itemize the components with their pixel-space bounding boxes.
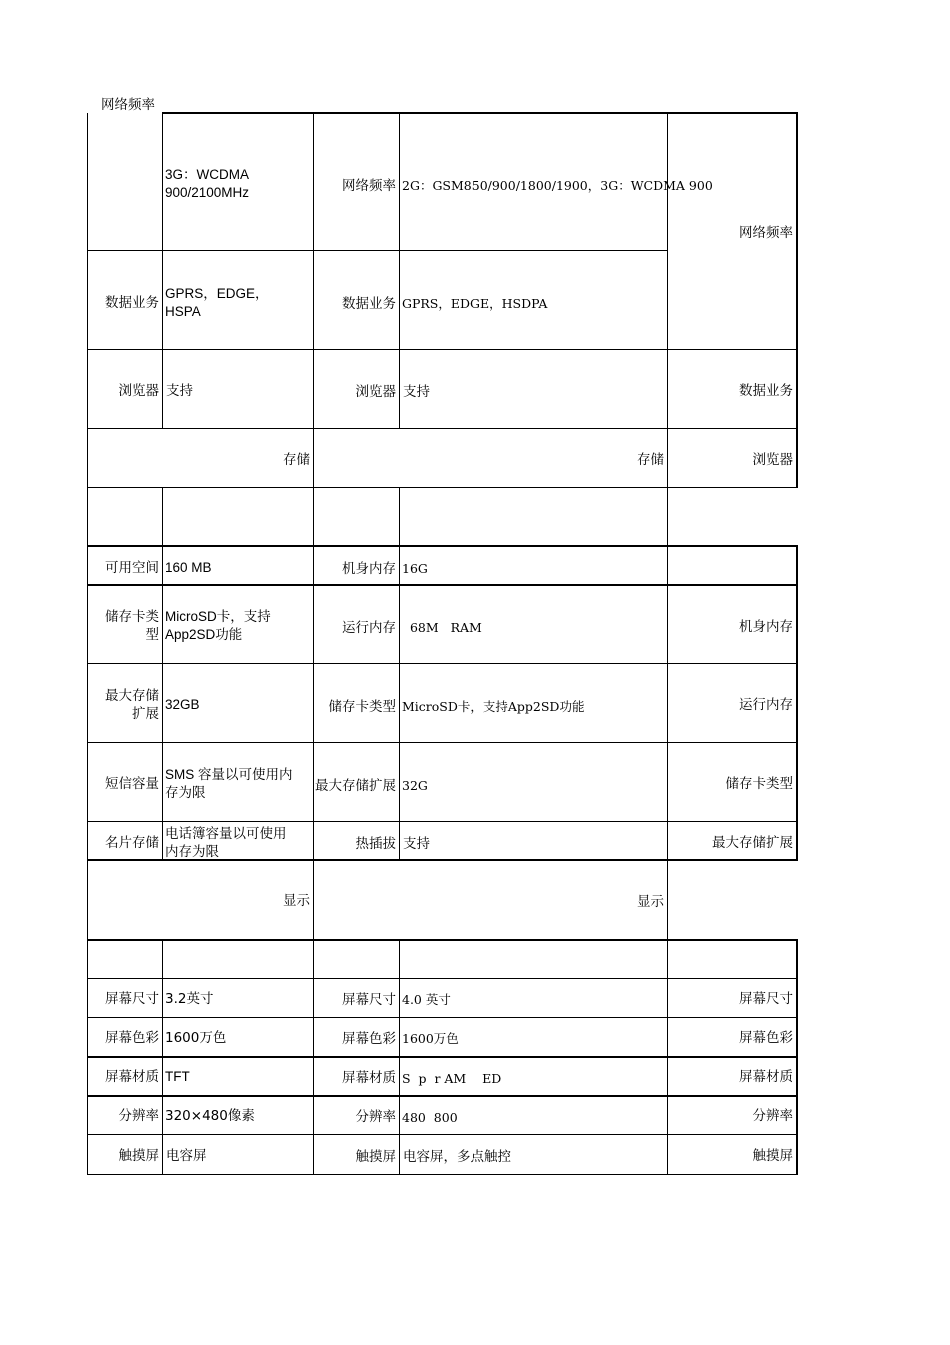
left-maxext-value: 32GB	[165, 697, 200, 712]
right-card-label: 机身内存	[739, 619, 793, 635]
mid-resolution-value: 480 800	[402, 1110, 458, 1125]
right-browser-label: 数据业务	[739, 383, 793, 399]
grid-line	[87, 1174, 797, 1175]
grid-line	[162, 487, 163, 861]
left-card-label: 储存卡类 型	[105, 609, 159, 643]
left-size-label: 屏幕尺寸	[105, 991, 159, 1007]
grid-line	[796, 113, 798, 488]
mid-maxext-value: MicroSD卡，支持App2SD功能	[402, 699, 585, 714]
mid-browser-label: 浏览器	[355, 384, 396, 400]
left-maxext-label: 最大存储 扩展	[105, 688, 159, 722]
right-storage-header: 浏览器	[752, 452, 793, 468]
mid-touch-label: 触摸屏	[355, 1149, 396, 1165]
grid-line	[162, 112, 798, 114]
left-sms-value: SMS 容量以可使用内 存为限	[165, 767, 293, 800]
right-touch-label: 触摸屏	[752, 1148, 793, 1164]
left-material-value: TFT	[165, 1069, 190, 1084]
mid-color-value: 1600万色	[402, 1031, 459, 1046]
left-data-label: 数据业务	[105, 295, 159, 311]
mid-material-label: 屏幕材质	[342, 1070, 396, 1086]
left-browser-label: 浏览器	[118, 383, 159, 399]
grid-line	[87, 1017, 797, 1018]
right-resolution-label: 分辨率	[752, 1108, 793, 1124]
mid-display-header: 显示	[637, 894, 664, 910]
mid-maxext-label: 储存卡类型	[328, 699, 396, 715]
mid-data-value: GPRS，EDGE，HSDPA	[402, 296, 548, 311]
left-color-label: 屏幕色彩	[105, 1030, 159, 1046]
grid-line	[87, 250, 667, 251]
mid-storage-header: 存储	[637, 452, 664, 468]
grid-line	[796, 545, 798, 861]
left-network-value: 3G：WCDMA 900/2100MHz	[165, 167, 250, 200]
grid-line	[87, 1095, 798, 1097]
top-label: 网络频率	[101, 97, 155, 113]
right-network-label: 网络频率	[739, 225, 793, 241]
mid-material-value: S p r AM ED	[402, 1071, 502, 1086]
mid-space-label: 机身内存	[342, 561, 396, 577]
left-namecard-label: 名片存储	[105, 835, 159, 851]
right-namecard-label: 最大存储扩展	[712, 835, 793, 851]
mid-card-label: 运行内存	[342, 620, 396, 636]
grid-line	[87, 1134, 797, 1135]
mid-hotswap-value: 支持	[403, 836, 430, 852]
grid-line	[87, 939, 798, 941]
left-touch-label: 触摸屏	[118, 1148, 159, 1164]
grid-line	[87, 487, 797, 488]
grid-line	[87, 113, 88, 1175]
grid-line	[313, 113, 314, 1175]
right-material-label: 屏幕材质	[739, 1069, 793, 1085]
mid-network-label: 网络频率	[342, 178, 396, 194]
grid-line	[399, 113, 400, 429]
left-sms-label: 短信容量	[105, 776, 159, 792]
grid-line	[162, 113, 163, 429]
left-resolution-label: 分辨率	[118, 1108, 159, 1124]
grid-line	[87, 742, 797, 743]
mid-data-label: 数据业务	[342, 296, 396, 312]
grid-line	[87, 545, 798, 547]
mid-browser-value: 支持	[403, 384, 430, 400]
right-maxext-label: 运行内存	[739, 697, 793, 713]
mid-color-label: 屏幕色彩	[342, 1031, 396, 1047]
right-color-label: 屏幕色彩	[739, 1030, 793, 1046]
right-size-label: 屏幕尺寸	[739, 991, 793, 1007]
grid-line	[667, 113, 668, 1175]
grid-line	[87, 428, 797, 429]
mid-sms-value: 32G	[402, 778, 428, 793]
left-storage-header: 存储	[283, 452, 310, 468]
mid-touch-value: 电容屏，多点触控	[403, 1149, 511, 1165]
mid-card-value: 68M RAM	[402, 620, 482, 635]
mid-network-value: 2G：GSM850/900/1800/1900，3G：WCDMA 900	[402, 178, 713, 193]
left-data-value: GPRS，EDGE， HSPA	[165, 286, 269, 319]
left-space-label: 可用空间	[105, 560, 159, 576]
left-display-header: 显示	[283, 893, 310, 909]
left-space-value: 160 MB	[165, 560, 212, 575]
grid-line	[87, 978, 797, 979]
grid-line	[87, 821, 797, 822]
left-resolution-value: 320×480像素	[165, 1108, 255, 1124]
grid-line	[87, 349, 797, 350]
left-size-value: 3.2英寸	[165, 991, 214, 1007]
grid-line	[87, 663, 797, 664]
mid-hotswap-label: 热插拔	[355, 836, 396, 852]
mid-size-value: 4.0 英寸	[402, 992, 451, 1007]
mid-sms-label: 最大存储扩展	[315, 778, 396, 794]
left-color-value: 1600万色	[165, 1030, 227, 1046]
left-touch-value: 电容屏	[166, 1148, 207, 1164]
left-material-label: 屏幕材质	[105, 1069, 159, 1085]
grid-line	[87, 1056, 798, 1058]
left-card-value: MicroSD卡，支持 App2SD功能	[165, 609, 271, 642]
right-sms-label: 储存卡类型	[725, 776, 793, 792]
mid-size-label: 屏幕尺寸	[342, 992, 396, 1008]
grid-line	[399, 487, 400, 861]
mid-resolution-label: 分辨率	[355, 1109, 396, 1125]
left-namecard-value: 电话簿容量以可使用 内存为限	[165, 826, 287, 860]
mid-space-value: 16G	[402, 561, 428, 576]
grid-line	[87, 584, 798, 586]
left-browser-value: 支持	[166, 383, 193, 399]
